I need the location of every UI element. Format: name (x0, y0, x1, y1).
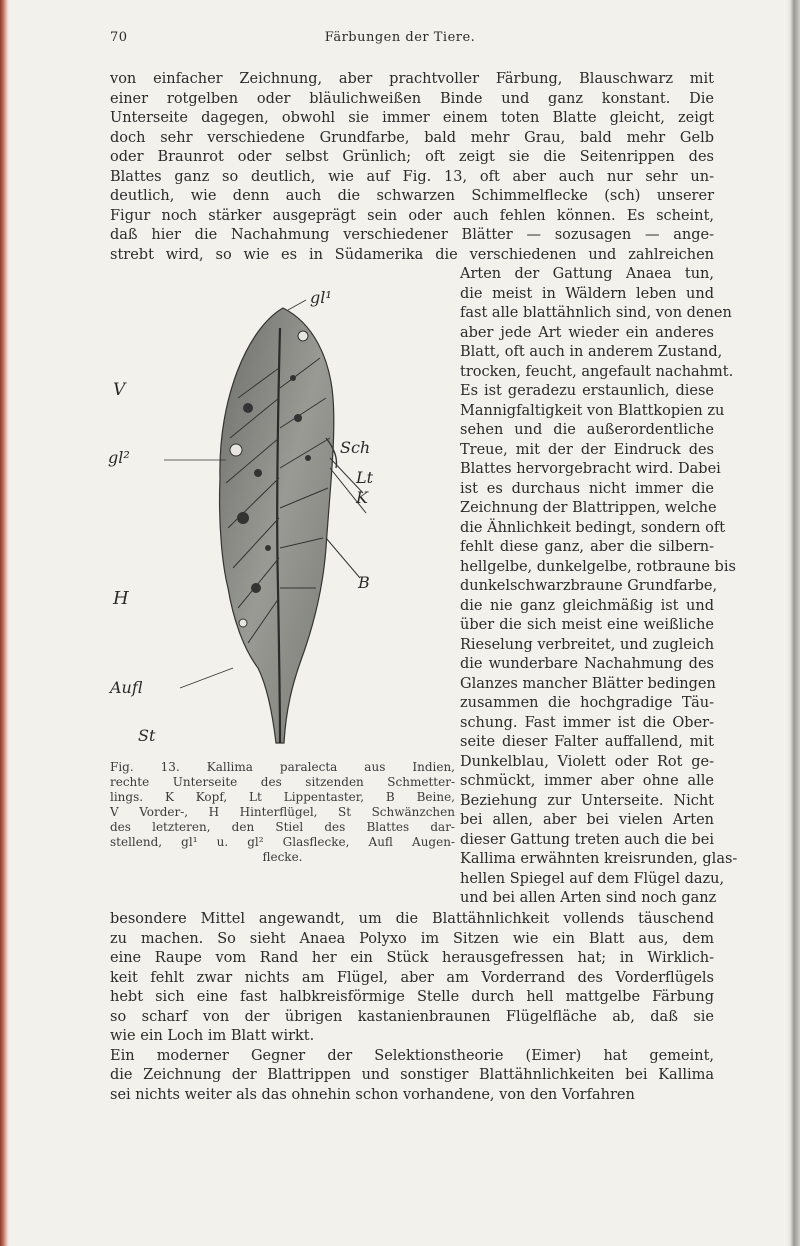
text-line: Arten der Gattung Anaea tun, (460, 266, 714, 282)
label-aufl: Aufl (110, 678, 143, 697)
text-line: dunkelschwarzbraune Grundfarbe, (460, 578, 718, 594)
glass-spot-gl2 (230, 444, 242, 456)
caption-line: des letzteren, den Stiel des Blattes dar- (110, 820, 455, 834)
text-line: die Zeichnung der Blattrippen und sonstiger Blattähnlichkeiten bei Kallima (110, 1067, 714, 1083)
text-line: hellgelbe, dunkelgelbe, rotbraune bis (460, 558, 736, 575)
text-line: sei nichts weiter als das ohnehin schon vorhandene, von den Vorfahren (110, 1086, 635, 1103)
label-k: K (356, 488, 368, 507)
text-line: fast alle blattähnlich sind, von denen (460, 305, 732, 321)
text-line: dieser Gattung treten auch die bei (460, 831, 714, 848)
text-line: einer rotgelben oder bläulichweißen Binde und ganz konstant. Die (110, 90, 714, 107)
text-line: Figur noch stärker ausgeprägt sein oder auch fehlen können. Es scheint, (110, 207, 714, 224)
label-gl2: gl² (108, 448, 130, 467)
text-line: Blattes hervorgebracht wird. Dabei (460, 461, 721, 477)
figure-13-illustration (108, 288, 460, 758)
caption-line: flecke. (262, 850, 303, 864)
text-line: hebt sich eine fast halbkreisförmige Stelle durch hell mattgelbe Färbung (110, 989, 714, 1005)
text-line: daß hier die Nachahmung verschiedener Blätter — sozusagen — ange- (110, 227, 714, 243)
text-line: die nie ganz gleichmäßig ist und (460, 597, 714, 614)
text-line: oder Braunrot oder selbst Grünlich; oft zeigt sie die Seitenrippen des (110, 149, 714, 165)
text-line: bei allen, aber bei vielen Arten (460, 812, 714, 828)
text-line: wie ein Loch im Blatt wirkt. (110, 1028, 315, 1044)
text-line: Beziehung zur Unterseite. Nicht (460, 792, 714, 809)
text-line: Blatt, oft auch in anderem Zustand, (460, 344, 723, 360)
text-line: deutlich, wie denn auch die schwarzen Schimmelflecke (sch) unserer (110, 188, 714, 204)
text-line: trocken, feucht, angefault nachahmt. (460, 363, 734, 380)
text-line: Zeichnung der Blattrippen, welche (460, 500, 717, 516)
text-line: zu machen. So sieht Anaea Polyxo im Sitzen wie ein Blatt aus, dem (110, 930, 714, 947)
text-line: schmückt, immer aber ohne alle (460, 773, 714, 789)
page-edge-right (786, 0, 800, 1246)
body-text-column (460, 265, 738, 909)
text-line: eine Raupe vom Rand her ein Stück herausgefressen hat; in Wirklich- (110, 950, 714, 966)
text-line: Treue, mit der der Eindruck des (460, 441, 714, 458)
label-sch: Sch (340, 438, 371, 457)
text-line: doch sehr verschiedene Grundfarbe, bald mehr Grau, bald mehr Gelb (110, 129, 714, 146)
text-line: Mannigfaltigkeit von Blattkopien zu (460, 402, 725, 419)
kallima-butterfly-drawing (108, 288, 460, 758)
caption-line: rechte Unterseite des sitzenden Schmetter- (110, 775, 455, 789)
glass-spot-gl1 (298, 331, 308, 341)
caption-line: V Vorder-, H Hinterflügel, St Schwänzchen (110, 805, 455, 819)
label-gl1: gl¹ (310, 288, 332, 307)
page-header (0, 30, 800, 50)
text-line: Kallima erwähnten kreisrunden, glas- (460, 851, 738, 867)
page-number: 70 (110, 30, 128, 45)
text-line: aber jede Art wieder ein anderes (460, 324, 714, 341)
text-line: über die sich meist eine weißliche (460, 617, 714, 633)
text-line: von einfacher Zeichnung, aber prachtvoller Färbung, Blauschwarz mit (110, 71, 714, 87)
text-line: sehen und die außerordentliche (460, 422, 714, 438)
text-line: strebt wird, so wie es in Südamerika die verschiedenen und zahlreichen (110, 246, 714, 263)
text-line: besondere Mittel angewandt, um die Blattähnlichkeit vollends täuschend (110, 911, 714, 927)
text-line: Es ist geradezu erstaunlich, diese (460, 383, 714, 399)
caption-line: lings. K Kopf, Lt Lippentaster, B Beine, (110, 790, 455, 804)
text-line: die wunderbare Nachahmung des (460, 656, 714, 672)
text-line: Unterseite dagegen, obwohl sie immer einem toten Blatte gleicht, zeigt (110, 110, 714, 126)
text-line: und bei allen Arten sind noch ganz (460, 890, 717, 906)
label-v: V (113, 380, 126, 400)
text-line: keit fehlt zwar nichts am Flügel, aber am Vorderrand des Vorderflügels (110, 969, 714, 986)
text-line: die Ähnlichkeit bedingt, sondern oft (460, 519, 726, 536)
text-line: hellen Spiegel auf dem Flügel dazu, (460, 870, 725, 887)
label-h: H (113, 588, 129, 609)
text-line: Ein moderner Gegner der Selektionstheorie (Eimer) hat gemeint, (110, 1047, 714, 1064)
label-b: B (358, 573, 370, 592)
text-line: seite dieser Falter auffallend, mit (460, 734, 714, 750)
page-edge-left (0, 0, 10, 1246)
text-line: Blattes ganz so deutlich, wie auf Fig. 13, oft aber auch nur sehr un- (110, 168, 714, 185)
text-line: fehlt diese ganz, aber die silbern- (460, 539, 714, 555)
text-line: zusammen die hochgradige Täu- (460, 695, 714, 711)
text-line: Rieselung verbreitet, und zugleich (460, 636, 715, 653)
figure-13-caption (110, 760, 455, 865)
eye-spot (239, 619, 247, 627)
text-line: so scharf von der übrigen kastanienbraunen Flügelfläche ab, daß sie (110, 1008, 714, 1025)
running-head: Färbungen der Tiere. (324, 30, 476, 45)
text-line: schung. Fast immer ist die Ober- (460, 714, 714, 731)
label-lt: Lt (356, 468, 374, 487)
label-st: St (138, 726, 156, 745)
body-text-top (110, 70, 714, 265)
caption-line: stellend, gl¹ u. gl² Glasflecke, Aufl Augen- (110, 835, 455, 849)
text-line: Dunkelblau, Violett oder Rot ge- (460, 753, 714, 770)
text-line: ist es durchaus nicht immer die (460, 480, 714, 497)
text-line: Glanzes mancher Blätter bedingen (460, 675, 716, 692)
caption-line: Fig. 13. Kallima paralecta aus Indien, (110, 760, 455, 774)
text-line: die meist in Wäldern leben und (460, 285, 714, 302)
body-text-bottom (110, 910, 714, 1105)
